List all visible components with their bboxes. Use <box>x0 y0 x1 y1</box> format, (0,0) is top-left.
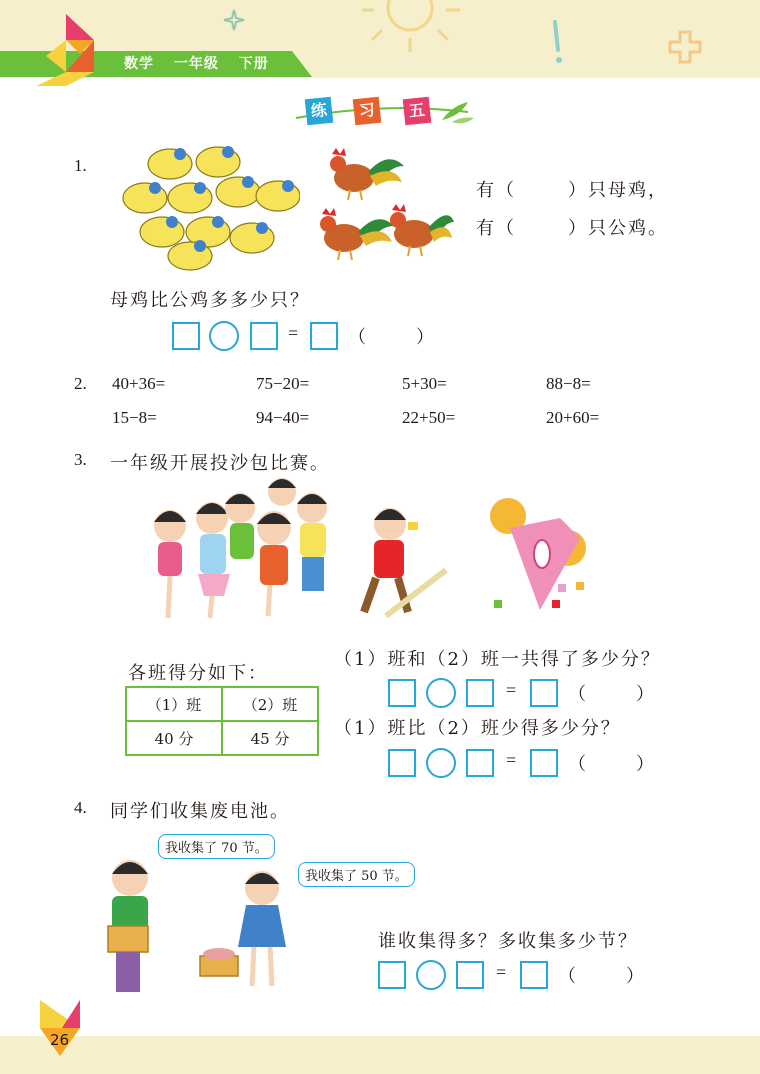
q3-table-header-class1: （1）班 <box>126 687 222 721</box>
q4-unit-paren-open: （ <box>558 966 576 986</box>
header-subject: 数学 <box>124 56 154 72</box>
sun-doodle-icon <box>360 0 490 60</box>
q3b-unit-paren-close: ） <box>636 754 654 774</box>
q1-rooster-line <box>476 214 668 240</box>
q1-hen-line <box>476 176 668 202</box>
q1-hen-prefix: 有（ <box>476 180 516 201</box>
q3-number: 3. <box>74 450 87 469</box>
roosters-illustration <box>314 142 454 270</box>
q3-text: 一年级开展投沙包比赛。 <box>110 453 330 474</box>
q2-expr: 20+60= <box>546 408 600 427</box>
q2-expr: 94−40= <box>256 408 310 427</box>
q1-unit-blank[interactable] <box>366 322 416 348</box>
q4-number: 4. <box>74 798 87 817</box>
q4-boy-speech-bubble: 我收集了 70 节。 <box>158 834 275 859</box>
q2-expr: 22+50= <box>402 408 456 427</box>
hens-illustration <box>110 140 300 275</box>
q3a-operand-box-1[interactable] <box>388 679 416 707</box>
q2-expr: 5+30= <box>402 374 447 393</box>
q4-operand-box-1[interactable] <box>378 961 406 989</box>
q4-unit-blank[interactable] <box>576 961 626 987</box>
header-title <box>124 53 283 73</box>
q4-girl-speech-bubble: 我收集了 50 节。 <box>298 862 415 887</box>
q3a-operand-box-2[interactable] <box>466 679 494 707</box>
q1-operand-box-1[interactable] <box>172 322 200 350</box>
q3a-unit-paren-open: （ <box>568 684 586 704</box>
q3-score-table <box>125 686 319 756</box>
q4-operator-circle[interactable] <box>416 960 446 990</box>
page-number: 26 <box>50 1031 70 1049</box>
q1-rooster-prefix: 有（ <box>476 218 516 239</box>
q2-expr: 75−20= <box>256 374 310 393</box>
star-doodle-icon <box>222 8 246 32</box>
q1-hen-suffix: ）只母鸡， <box>568 180 668 201</box>
q1-operand-box-2[interactable] <box>250 322 278 350</box>
q3-sub2-question: （1）班比（2）班少得多少分？ <box>334 718 621 739</box>
q1-unit-paren-open: （ <box>348 327 366 347</box>
tangram-logo-icon <box>36 14 108 86</box>
q4-question: 谁收集得多？多收集多少节？ <box>378 931 638 952</box>
q2-expr: 40+36= <box>112 374 166 393</box>
q3-table-value-class2: 45 分 <box>222 721 318 755</box>
header-grade: 一年级 <box>173 56 219 72</box>
q1-equals: = <box>288 323 299 343</box>
q4-text: 同学们收集废电池。 <box>110 801 290 822</box>
q3-sub1-question: （1）班和（2）班一共得了多少分？ <box>334 649 661 670</box>
q3a-unit-blank[interactable] <box>586 679 636 705</box>
q3b-equals: = <box>506 750 517 770</box>
q4-unit-paren-close: ） <box>626 966 644 986</box>
q3a-unit-paren-close: ） <box>636 684 654 704</box>
title-char-3: 五 <box>403 97 432 126</box>
q3-table-value-class1: 40 分 <box>126 721 222 755</box>
q1-hen-blank[interactable] <box>516 178 568 196</box>
title-char-1: 练 <box>305 97 334 126</box>
q1-operator-circle[interactable] <box>209 321 239 351</box>
beanbag-game-illustration <box>140 478 600 628</box>
q3a-operator-circle[interactable] <box>426 678 456 708</box>
battery-collectors-illustration <box>96 852 296 1000</box>
q1-question: 母鸡比公鸡多多少只？ <box>110 290 310 311</box>
exclamation-doodle-icon <box>545 20 567 65</box>
q2-number: 2. <box>74 374 87 393</box>
q1-rooster-blank[interactable] <box>516 216 568 234</box>
q4-equals: = <box>496 962 507 982</box>
q2-expr: 15−8= <box>112 408 157 427</box>
plus-doodle-icon <box>668 28 704 68</box>
q1-unit-paren-close: ） <box>416 327 434 347</box>
q1-rooster-suffix: ）只公鸡。 <box>568 218 668 239</box>
q3b-result-box[interactable] <box>530 749 558 777</box>
q2-expr: 88−8= <box>546 374 591 393</box>
q3b-operator-circle[interactable] <box>426 748 456 778</box>
q3-table-header-class2: （2）班 <box>222 687 318 721</box>
q3a-result-box[interactable] <box>530 679 558 707</box>
q3b-operand-box-2[interactable] <box>466 749 494 777</box>
q3a-equals: = <box>506 680 517 700</box>
bottom-band <box>0 1036 760 1074</box>
q3b-unit-blank[interactable] <box>586 749 636 775</box>
q1-result-box[interactable] <box>310 322 338 350</box>
title-char-2: 习 <box>353 97 382 126</box>
header-volume: 下册 <box>238 56 269 72</box>
q4-operand-box-2[interactable] <box>456 961 484 989</box>
q3b-unit-paren-open: （ <box>568 754 586 774</box>
q4-result-box[interactable] <box>520 961 548 989</box>
q3-table-caption: 各班得分如下： <box>128 663 268 684</box>
q3b-operand-box-1[interactable] <box>388 749 416 777</box>
q1-number: 1. <box>74 156 87 175</box>
